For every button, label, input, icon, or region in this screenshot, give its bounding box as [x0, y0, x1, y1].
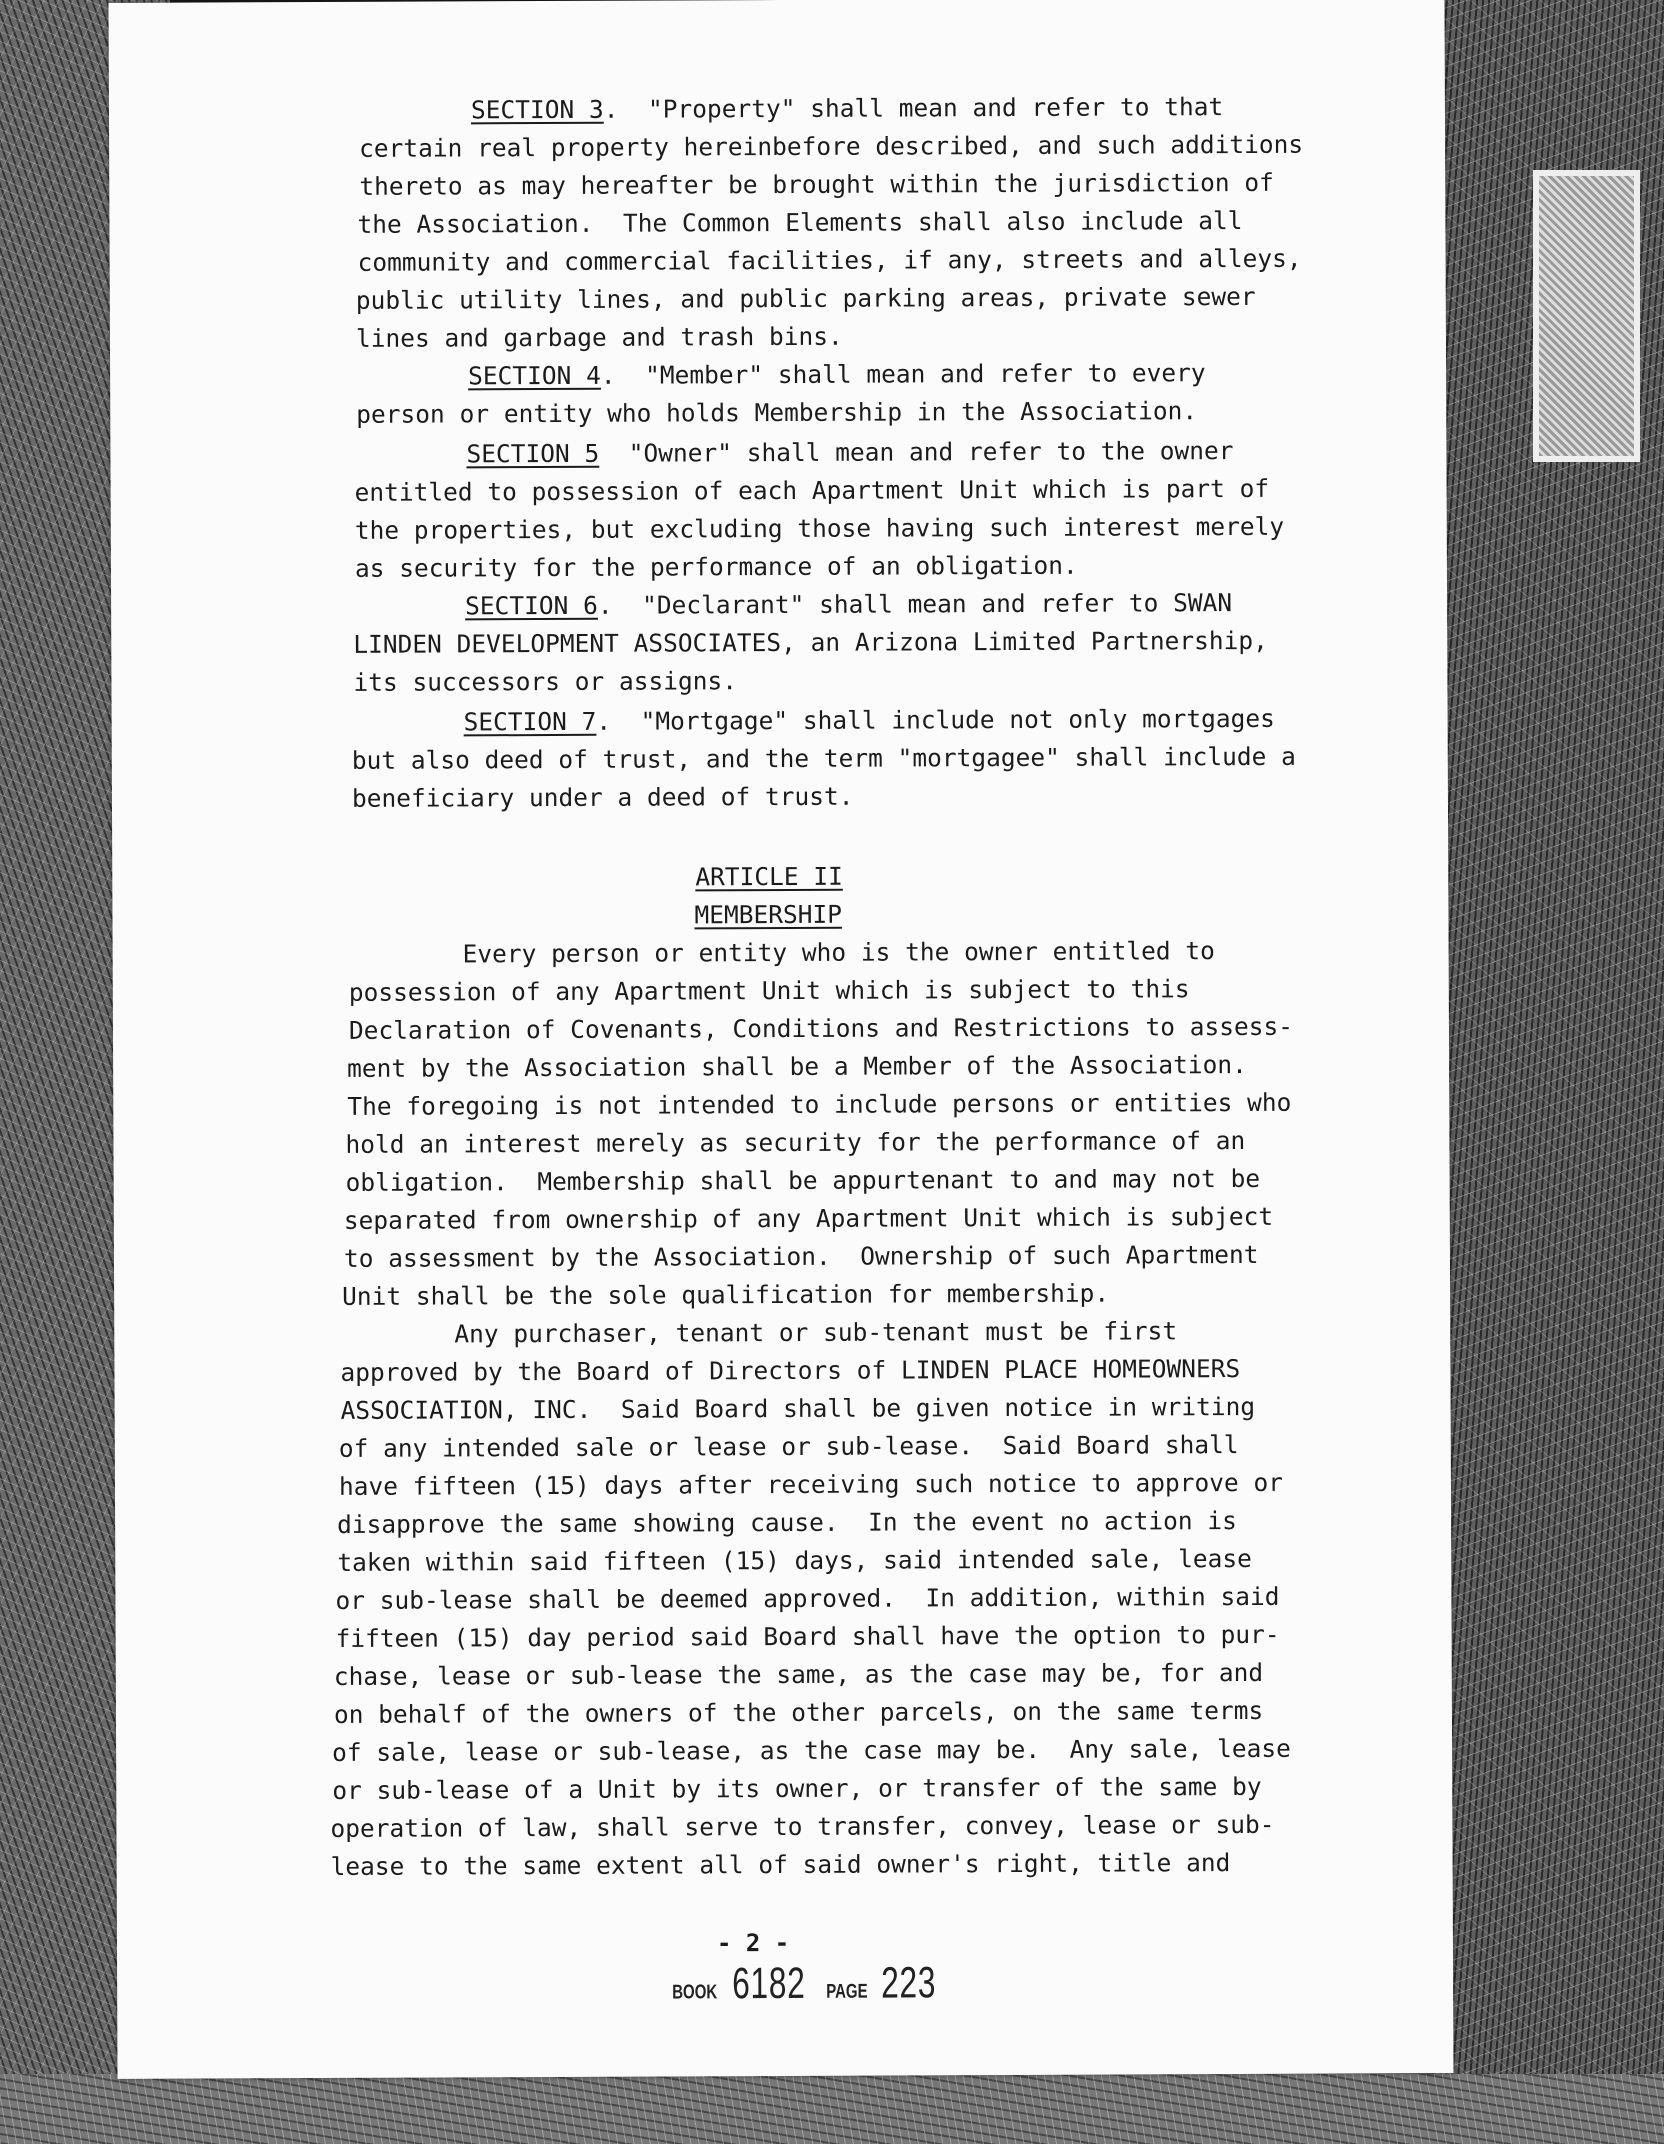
section-5-heading: SECTION 5	[466, 438, 600, 469]
text-line: lease to the same extent all of said owner's right, title and	[330, 1848, 1231, 1881]
text-line: LINDEN DEVELOPMENT ASSOCIATES, an Arizona Limited Partnership,	[353, 625, 1268, 659]
section-6-line: SECTION 6. "Declarant" shall mean and refer to SWAN	[465, 588, 1233, 621]
section-3-line: SECTION 3. "Property" shall mean and refer to that	[470, 92, 1224, 125]
text-line: the Association. The Common Elements shall also include all	[357, 205, 1243, 239]
scan-clip-artifact	[1533, 170, 1640, 462]
text-line: to assessment by the Association. Ownership of such Apartment	[343, 1239, 1259, 1273]
text-line: or sub-lease shall be deemed approved. In addition, within said	[335, 1581, 1280, 1615]
text-line: beneficiary under a deed of trust.	[351, 781, 854, 813]
section-3-heading: SECTION 3	[470, 94, 604, 125]
text-line: disapprove the same showing cause. In the event no action is	[337, 1506, 1237, 1539]
text-line: chase, lease or sub-lease the same, as the case may be, for and	[333, 1657, 1264, 1691]
section-7-line: SECTION 7. "Mortgage" shall include not only mortgages	[463, 703, 1275, 737]
text-line: community and commercial facilities, if any, streets and alleys,	[357, 243, 1302, 277]
text-line: entitled to possession of each Apartment Unit which is part of	[354, 473, 1270, 507]
text-line: have fifteen (15) days after receiving such notice to approve or	[338, 1467, 1284, 1501]
text-line: taken within said fifteen (15) days, said intended sale, lease	[337, 1543, 1252, 1577]
page-number: - 2 -	[716, 1928, 790, 1958]
text-line: the properties, but excluding those having such interest merely	[354, 511, 1285, 545]
text-line: as security for the performance of an obligation.	[354, 550, 1078, 583]
text-line: The foregoing is not intended to include persons or entities who	[347, 1087, 1292, 1121]
text-line: of any intended sale or lease or sub-lease. Said Board shall	[338, 1430, 1239, 1463]
section-7-heading: SECTION 7	[463, 706, 597, 737]
text-line: possession of any Apartment Unit which is subject to this	[348, 974, 1190, 1007]
book-label: BOOK	[672, 1981, 718, 2004]
text-line: fifteen (15) day period said Board shall have the option to pur-	[335, 1619, 1280, 1653]
text-line: lines and garbage and trash bins.	[355, 321, 843, 353]
document-text	[108, 0, 1444, 2009]
page-label: PAGE	[826, 1980, 868, 2003]
text-line: operation of law, shall serve to transfer, convey, lease or sub-	[330, 1809, 1275, 1843]
text-line: public utility lines, and public parking areas, private sewer	[355, 281, 1256, 315]
article-subtitle: MEMBERSHIP	[694, 899, 843, 930]
text-line: ment by the Association shall be a Member of the Association.	[347, 1049, 1247, 1083]
text-line: Every person or entity who is the owner entitled to	[462, 936, 1215, 969]
section-4-heading: SECTION 4	[468, 360, 601, 391]
text-line: Unit shall be the sole qualification for membership.	[342, 1278, 1110, 1311]
text-line: ASSOCIATION, INC. Said Board shall be given notice in writing	[340, 1391, 1256, 1425]
text-line: thereto as may hereafter be brought within the jurisdiction of	[359, 167, 1274, 201]
text-line: its successors or assigns.	[353, 666, 738, 697]
text-line: Declaration of Covenants, Conditions and Restrictions to assess-	[348, 1011, 1294, 1045]
scan-border-bottom	[0, 2074, 1664, 2144]
book-page-reference	[672, 1958, 958, 2012]
section-4-line: SECTION 4. "Member" shall mean and refer to every	[468, 358, 1206, 391]
text-line: separated from ownership of any Apartment Unit which is subject	[343, 1201, 1274, 1235]
text-line: but also deed of trust, and the term "mortgagee" shall include a	[351, 741, 1296, 775]
section-6-heading: SECTION 6	[465, 590, 598, 621]
text-line: approved by the Board of Directors of LINDEN PLACE HOMEOWNERS	[340, 1353, 1241, 1387]
text-line: hold an interest merely as security for the performance of an	[345, 1125, 1246, 1159]
section-5-line: SECTION 5 "Owner" shall mean and refer to the owner	[466, 436, 1234, 469]
text-line: of sale, lease or sub-lease, as the case may be. Any sale, lease	[332, 1733, 1291, 1767]
text-line: person or entity who holds Membership in the Association.	[356, 396, 1198, 429]
article-title: ARTICLE II	[695, 861, 843, 892]
text-line: Any purchaser, tenant or sub-tenant must be first	[454, 1316, 1178, 1349]
text-line: or sub-lease of a Unit by its owner, or transfer of the same by	[332, 1771, 1262, 1805]
document-page	[108, 0, 1453, 2079]
page-ref: 223	[881, 1958, 937, 2008]
book-number: 6182	[732, 1958, 806, 2009]
text-line: certain real property hereinbefore described, and such additions	[359, 129, 1304, 163]
text-line: on behalf of the owners of the other parcels, on the same terms	[333, 1695, 1264, 1729]
text-line: obligation. Membership shall be appurtenant to and may not be	[345, 1163, 1261, 1197]
